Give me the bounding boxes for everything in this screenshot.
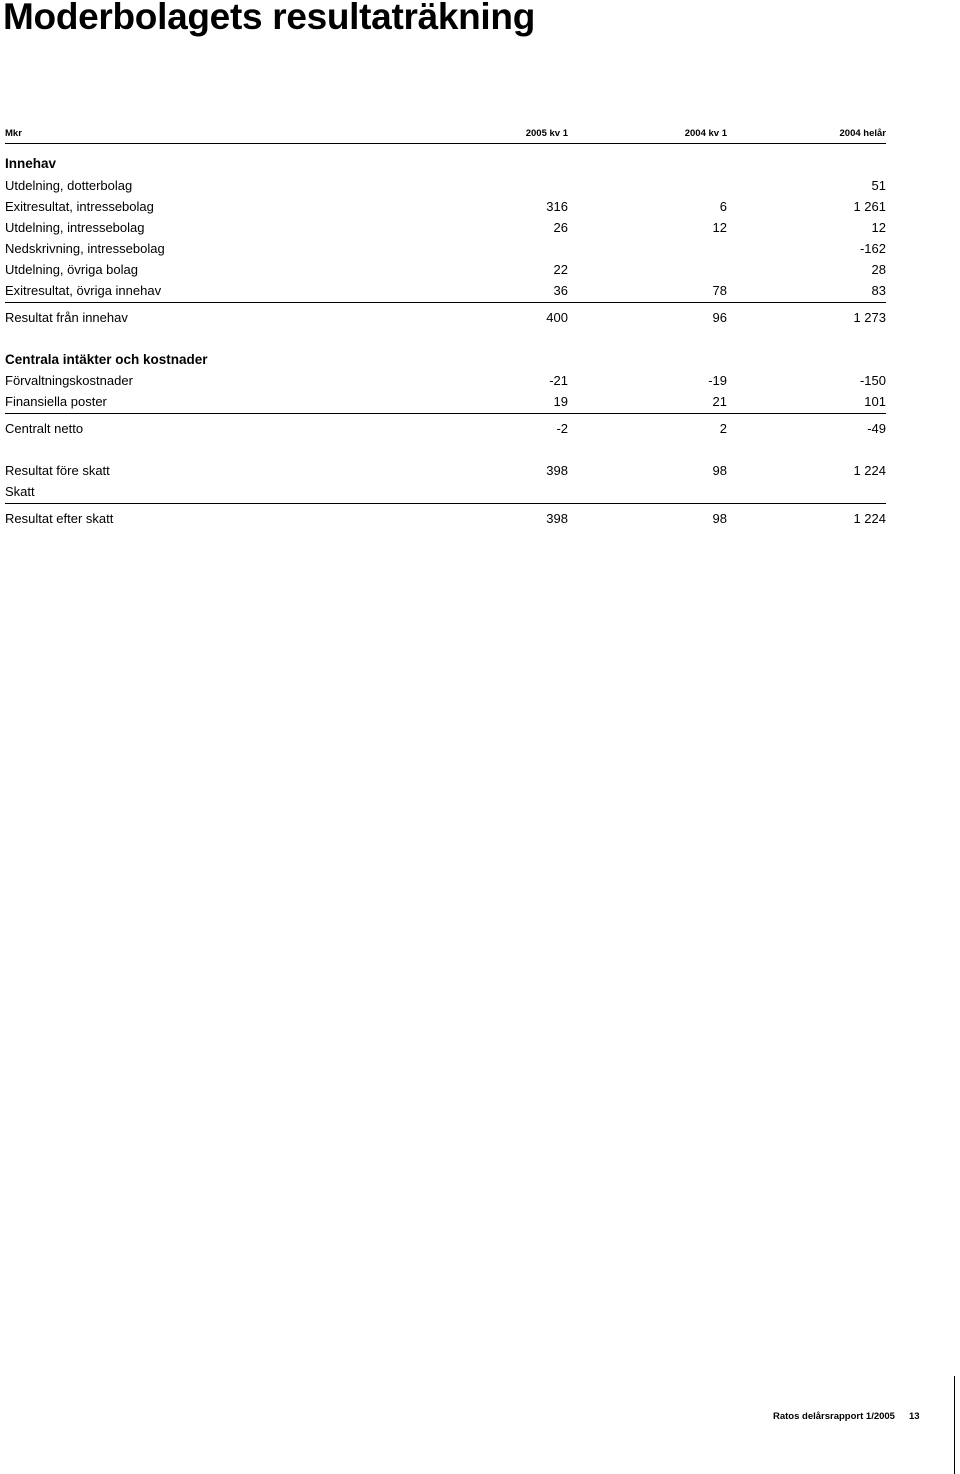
row-label: Resultat före skatt xyxy=(5,463,110,478)
row-label: Centralt netto xyxy=(5,421,84,436)
table-row xyxy=(5,371,886,391)
cell-2004-q1: 96 xyxy=(712,310,727,325)
cell-2004-full-year: 28 xyxy=(871,262,886,277)
cell-2005-q1: 398 xyxy=(546,511,568,526)
cell-2004-q1: -19 xyxy=(708,373,727,388)
cell-2004-q1: 98 xyxy=(712,511,727,526)
table-row xyxy=(5,392,886,412)
header-divider xyxy=(5,143,886,144)
cell-2005-q1: 26 xyxy=(553,220,568,235)
page-title: Moderbolagets resultaträkning xyxy=(3,0,536,37)
row-label: Utdelning, intressebolag xyxy=(5,220,145,235)
cell-2004-full-year: 1 273 xyxy=(853,310,886,325)
row-label: Utdelning, övriga bolag xyxy=(5,262,138,277)
cell-2005-q1: -2 xyxy=(556,421,568,436)
row-label: Exitresultat, intressebolag xyxy=(5,199,154,214)
cell-2004-full-year: 1 224 xyxy=(853,463,886,478)
table-row xyxy=(5,218,886,238)
cell-2005-q1: 19 xyxy=(553,394,568,409)
cell-2005-q1: 36 xyxy=(553,283,568,298)
cell-2004-full-year: 1 224 xyxy=(853,511,886,526)
subtotal-divider xyxy=(5,413,886,414)
cell-2005-q1: 316 xyxy=(546,199,568,214)
total-row xyxy=(5,509,886,529)
section-heading-label: Centrala intäkter och kostnader xyxy=(5,352,208,367)
section-heading-label: Innehav xyxy=(5,156,57,171)
cell-2004-q1: 21 xyxy=(712,394,727,409)
cell-2004-full-year: 1 261 xyxy=(853,199,886,214)
section-heading xyxy=(5,350,886,370)
table-row xyxy=(5,176,886,196)
total-divider xyxy=(5,503,886,504)
subtotal-divider xyxy=(5,302,886,303)
row-label: Förvaltningskostnader xyxy=(5,373,133,388)
cell-2005-q1: 398 xyxy=(546,463,568,478)
cell-2004-full-year: 83 xyxy=(871,283,886,298)
row-label: Finansiella poster xyxy=(5,394,107,409)
section-heading xyxy=(5,154,886,174)
row-label: Resultat från innehav xyxy=(5,310,128,325)
cell-2004-full-year: -162 xyxy=(859,241,886,256)
column-header-2004-q1: 2004 kv 1 xyxy=(684,128,727,139)
table-row xyxy=(5,482,886,502)
unit-label: Mkr xyxy=(5,128,22,139)
cell-2004-q1: 6 xyxy=(719,199,727,214)
row-label: Exitresultat, övriga innehav xyxy=(5,283,162,298)
column-header-2004-full-year: 2004 helår xyxy=(839,128,886,139)
cell-2004-q1: 98 xyxy=(712,463,727,478)
table-row xyxy=(5,281,886,301)
cell-2004-full-year: -49 xyxy=(867,421,886,436)
row-label: Skatt xyxy=(5,484,35,499)
table-row xyxy=(5,260,886,280)
row-label: Nedskrivning, intressebolag xyxy=(5,241,165,256)
cell-2005-q1: 22 xyxy=(553,262,568,277)
table-header xyxy=(5,124,886,144)
table-row xyxy=(5,461,886,481)
cell-2004-q1: 12 xyxy=(712,220,727,235)
cell-2004-q1: 2 xyxy=(719,421,727,436)
page-edge-rule xyxy=(954,1376,955,1474)
cell-2004-full-year: 12 xyxy=(871,220,886,235)
subtotal-row xyxy=(5,419,886,439)
table-row xyxy=(5,197,886,217)
cell-2004-full-year: 101 xyxy=(864,394,886,409)
column-header-2005-q1: 2005 kv 1 xyxy=(525,128,568,139)
cell-2004-full-year: 51 xyxy=(871,178,886,193)
row-label: Resultat efter skatt xyxy=(5,511,114,526)
footer-report-name: Ratos delårsrapport 1/2005 xyxy=(773,1411,895,1422)
cell-2005-q1: 400 xyxy=(546,310,568,325)
cell-2004-q1: 78 xyxy=(712,283,727,298)
cell-2004-full-year: -150 xyxy=(859,373,886,388)
row-label: Utdelning, dotterbolag xyxy=(5,178,133,193)
table-row xyxy=(5,239,886,259)
footer-page-number: 13 xyxy=(909,1411,920,1422)
subtotal-row xyxy=(5,308,886,328)
cell-2005-q1: -21 xyxy=(549,373,568,388)
